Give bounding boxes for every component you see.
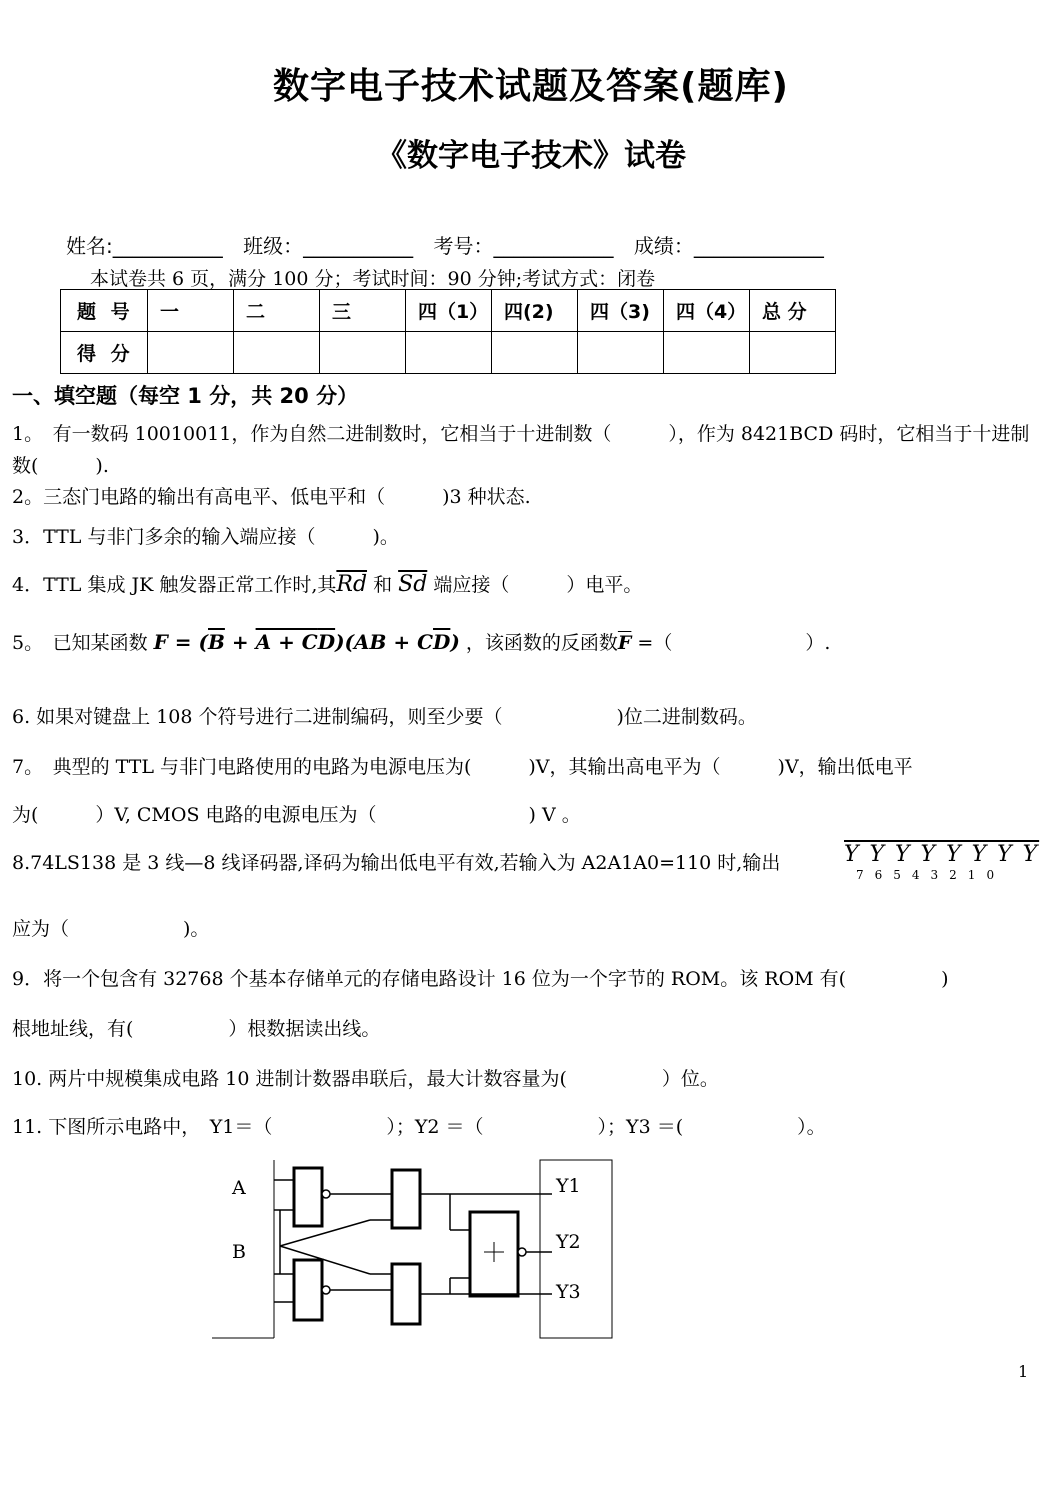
score-header-cell: 二 [234,290,320,332]
question-10: 10. 两片中规模集成电路 10 进制计数器串联后，最大计数容量为( ）位。 [12,1068,719,1090]
question-4-text: 4．TTL 集成 JK 触发器正常工作时,其 [12,574,337,596]
score-header-cell: 四（4） [664,290,750,332]
question-6: 6. 如果对键盘上 108 个符号进行二进制编码，则至少要（ )位二进制数码。 [12,706,757,728]
question-5-text: 5。 已知某函数 [12,632,148,654]
decoder-outputs: Y Y Y Y Y Y Y Y [844,842,1040,867]
score-header-cell: 三 [320,290,406,332]
score-cell[interactable] [320,332,406,374]
question-5-text: ，该函数的反函数 [465,632,618,654]
question-7b: 为( ）V, CMOS 电路的电源电压为（ ) V 。 [12,804,581,826]
exam-subtitle: 《数字电子技术》试卷 [376,138,686,174]
score-table-header-row [61,290,836,332]
output-y3-label: Y3 [556,1281,581,1303]
score-cell[interactable] [664,332,750,374]
exam-note: 本试卷共 6 页，满分 100 分；考试时间：90 分钟;考试方式：闭卷 [90,268,656,290]
question-4-text: 端应接（ ）电平。 [427,574,643,596]
score-field: 成绩：_____________ [633,234,824,258]
output-y1-label: Y1 [556,1175,581,1197]
student-info [66,230,838,259]
score-header-cell: 总 分 [750,290,836,332]
page-number: 1 [1018,1362,1029,1381]
score-cell[interactable] [578,332,664,374]
question-11: 11. 下图所示电路中， Y1＝（ ）；Y2 ＝（ ）；Y3 ＝( ）。 [12,1116,826,1138]
section-heading: 一、填空题（每空 1 分，共 20 分） [12,384,359,408]
sd-symbol: $\overline{Sd}$ [398,572,428,597]
score-table-score-row [61,332,836,374]
exam-number-field: 考号：____________ [433,234,614,258]
inverse-f-symbol: $\overline{F}$ [617,632,632,654]
score-header-cell: 四（3) [578,290,664,332]
question-3: 3．TTL 与非门多余的输入端应接（ )。 [12,526,399,548]
question-1: 1。 有一数码 10010011，作为自然二进制数时，它相当于十进制数（ ），作为 8421BCD 码时，它相当于十进制数( ). [12,423,1030,477]
question-9a: 9．将一个包含有 32768 个基本存储单元的存储电路设计 16 位为一个字节的 ROM。该 ROM 有( ) [12,968,949,990]
output-y2-label: Y2 [556,1231,581,1253]
question-5 [12,628,830,655]
question-2: 2。三态门电路的输出有高电平、低电平和（ )3 种状态. [12,486,531,508]
function-expression: $F = (\overline{B} + A + CD)(AB + C\overline{D})$ [153,630,460,654]
score-cell[interactable] [406,332,492,374]
score-table [60,289,836,374]
score-cell[interactable] [148,332,234,374]
score-header-cell: 四(2) [492,290,578,332]
input-b-label: B [232,1241,246,1263]
logic-circuit-diagram [212,1150,632,1350]
score-cell[interactable] [234,332,320,374]
score-row-label: 得 分 [61,332,148,374]
name-field: 姓名:___________ [66,234,223,258]
rd-symbol: $\overline{Rd}$ [336,572,368,597]
score-header-cell: 一 [148,290,234,332]
score-header-cell: 题 号 [61,290,148,332]
question-8a: 8.74LS138 是 3 线—8 线译码器,译码为输出低电平有效,若输入为 A2A1A0=110 时,输出 [12,852,781,874]
score-cell[interactable] [492,332,578,374]
question-4 [12,570,642,597]
score-header-cell: 四（1） [406,290,492,332]
score-cell[interactable] [750,332,836,374]
question-7a: 7。 典型的 TTL 与非门电路使用的电路为电源电压为( )V，其输出高电平为（ )V，输出低电平 [12,756,913,778]
question-8b: 应为（ )。 [12,918,210,940]
input-a-label: A [232,1177,246,1199]
question-4-text: 和 [367,574,399,596]
question-9b: 根地址线，有( ）根数据读出线。 [12,1018,381,1040]
question-5-text: =（ ）. [631,632,831,654]
class-field: 班级：___________ [243,234,414,258]
decoder-output-indices: 76543210 [856,868,1006,882]
page-title: 数字电子技术试题及答案(题库) [273,66,789,107]
